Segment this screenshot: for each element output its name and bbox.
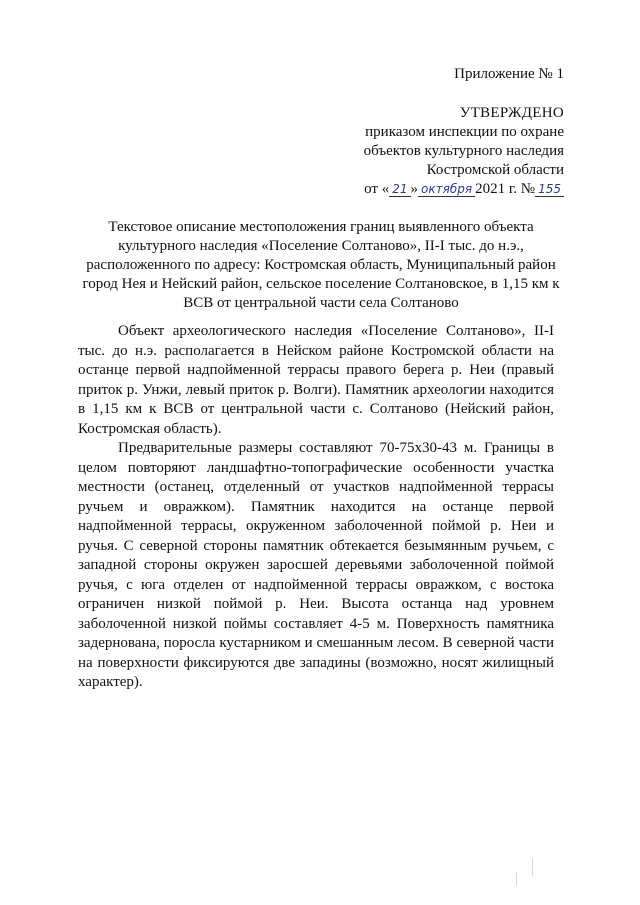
order-line: Костромской области [426, 162, 564, 178]
approval-block [364, 104, 564, 199]
title-line: ВСВ от центральной части села Солтаново [183, 295, 459, 311]
date-prefix: от « [364, 181, 390, 197]
date-year: 2021 г. № [475, 181, 536, 197]
title-line: Текстовое описание местоположения границ выявленного объекта [108, 219, 534, 235]
scan-artifact [516, 872, 517, 886]
order-date-line [364, 180, 564, 199]
title-line: культурного наследия «Поселение Солтаново», II-I тыс. до н.э., [118, 238, 524, 254]
paragraph-boundaries: Предварительные размеры составляют 70-75х30-43 м. Границы в целом повторяют ландшафтно-топографические особенности участка местности (останец, отделенный от участков надпойменной террасы ручьем и овражком). Памятник находится на останце первой надпойменной террасы, окруженном заболоченной поймой р. Неи и ручья. С северной стороны памятник обтекается безымянным ручьем, с западной стороны окружен заросшей деревьями заболоченной поймой ручья, с юга отделен от надпойменной террасы овражком, с востока ограничен низкой поймой р. Неи. Высота останца над уровнем заболоченной низкой поймы составляет 4-5 м. Поверхность памятника задернована, поросла кустарником и смешанным лесом. В северной части на поверхности фиксируются две западины (возможно, носят жилищный характер). [78, 440, 554, 690]
scan-artifact [532, 858, 533, 876]
approved-heading: УТВЕРЖДЕНО [459, 105, 564, 121]
order-number: 155 [535, 182, 564, 197]
date-separator: » [410, 181, 419, 197]
order-line: приказом инспекции по охране [365, 124, 564, 140]
title-line: город Нея и Нейский район, сельское поселение Солтановское, в 1,15 км к [82, 276, 560, 292]
title-line: расположенного по адресу: Костромская область, Муниципальный район [86, 257, 556, 273]
paragraph-location: Объект археологического наследия «Поселение Солтаново», II-I тыс. до н.э. располагается в Нейском районе Костромской области на останце первой надпойменной террасы правого берега р. Неи (правый приток р. Унжи, левый приток р. Волги). Памятник археологии находится в 1,15 км к ВСВ от центральной части с. Солтаново (Нейский район, Костромская область). [78, 323, 554, 437]
order-line: объектов культурного наследия [363, 143, 564, 159]
document-title [60, 218, 582, 313]
date-day: 21 [389, 182, 410, 197]
date-month: октября [418, 182, 475, 197]
document-body [78, 322, 554, 693]
appendix-label: Приложение № 1 [454, 66, 564, 82]
